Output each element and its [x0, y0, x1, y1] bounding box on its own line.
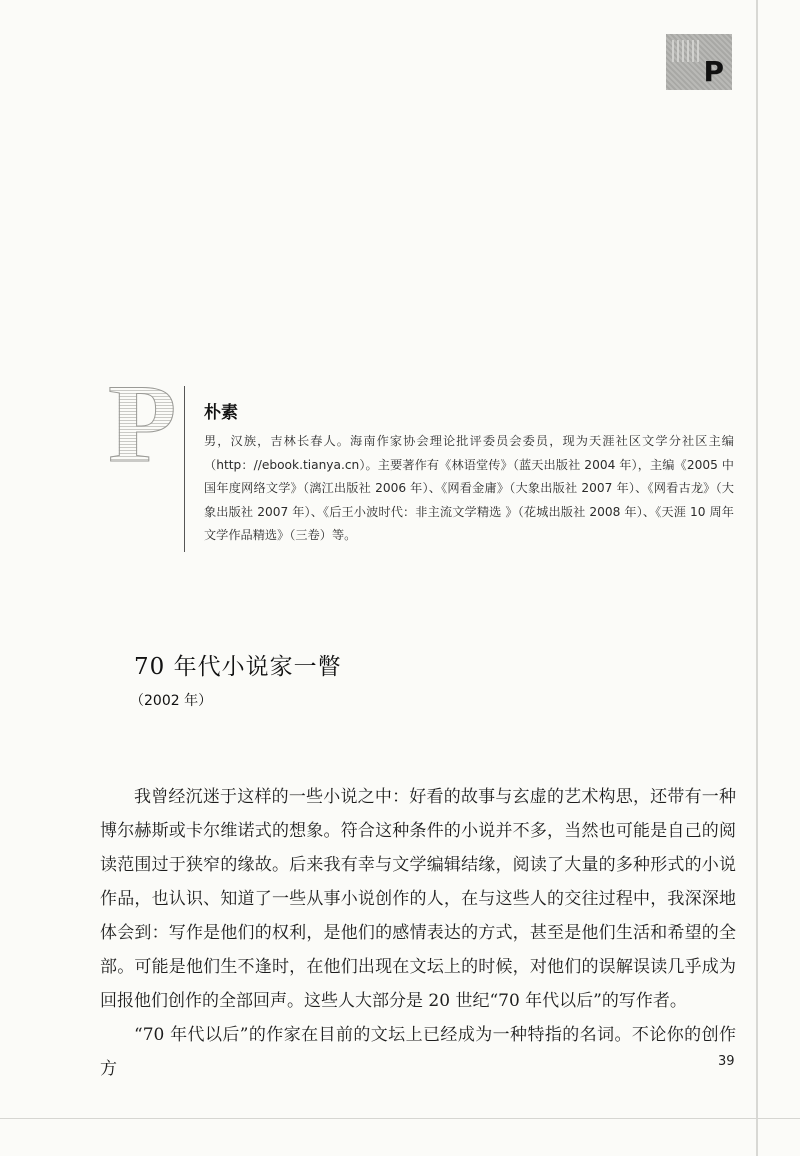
author-bio: 男，汉族，吉林长春人。海南作家协会理论批评委员会委员，现为天涯社区文学分社区主编（http：//ebook.tianya.cn）。主要著作有《林语堂传》（蓝天出版社 2004 年），主编《2005 中国年度网络文学》（漓江出版社 2006 年）、《网看金庸》（大象出版社 2007 年）、《网看古龙》（大象出版社 2007 年）、《后王小波时代：非主流文学精选 》（花城出版社 2008 年）、《天涯 10 周年文学作品精选》（三卷）等。 [204, 434, 734, 543]
essay-body [100, 780, 736, 1086]
author-name: 朴素 [204, 403, 238, 423]
corner-tab-decoration [672, 40, 702, 62]
essay-paragraph: “70 年代以后”的作家在目前的文坛上已经成为一种特指的名词。不论你的创作方 [100, 1025, 736, 1079]
corner-tab-letter: P [703, 55, 724, 88]
bio-divider-rule [184, 386, 185, 552]
essay-title: 70 年代小说家一瞥 [134, 654, 342, 680]
page-number: 39 [718, 1054, 735, 1069]
section-corner-tab [666, 34, 732, 90]
essay-year: （2002 年） [130, 693, 213, 709]
essay-paragraph: 我曾经沉迷于这样的一些小说之中：好看的故事与玄虚的艺术构思，还带有一种博尔赫斯或卡尔维诺式的想象。符合这种条件的小说并不多，当然也可能是自己的阅读范围过于狭窄的缘故。后来我有幸与文学编辑结缘，阅读了大量的多种形式的小说作品，也认识、知道了一些从事小说创作的人，在与这些人的交往过程中，我深深地体会到：写作是他们的权利，是他们的感情表达的方式，甚至是他们生活和希望的全部。可能是他们生不逢时，在他们出现在文坛上的时候，对他们的误解误读几乎成为回报他们创作的全部回声。这些人大部分是 20 世纪“70 年代以后”的写作者。 [100, 787, 736, 1011]
page-edge-right [756, 0, 758, 1156]
page-edge-bottom [0, 1118, 800, 1119]
section-initial-letter: P [108, 362, 177, 486]
